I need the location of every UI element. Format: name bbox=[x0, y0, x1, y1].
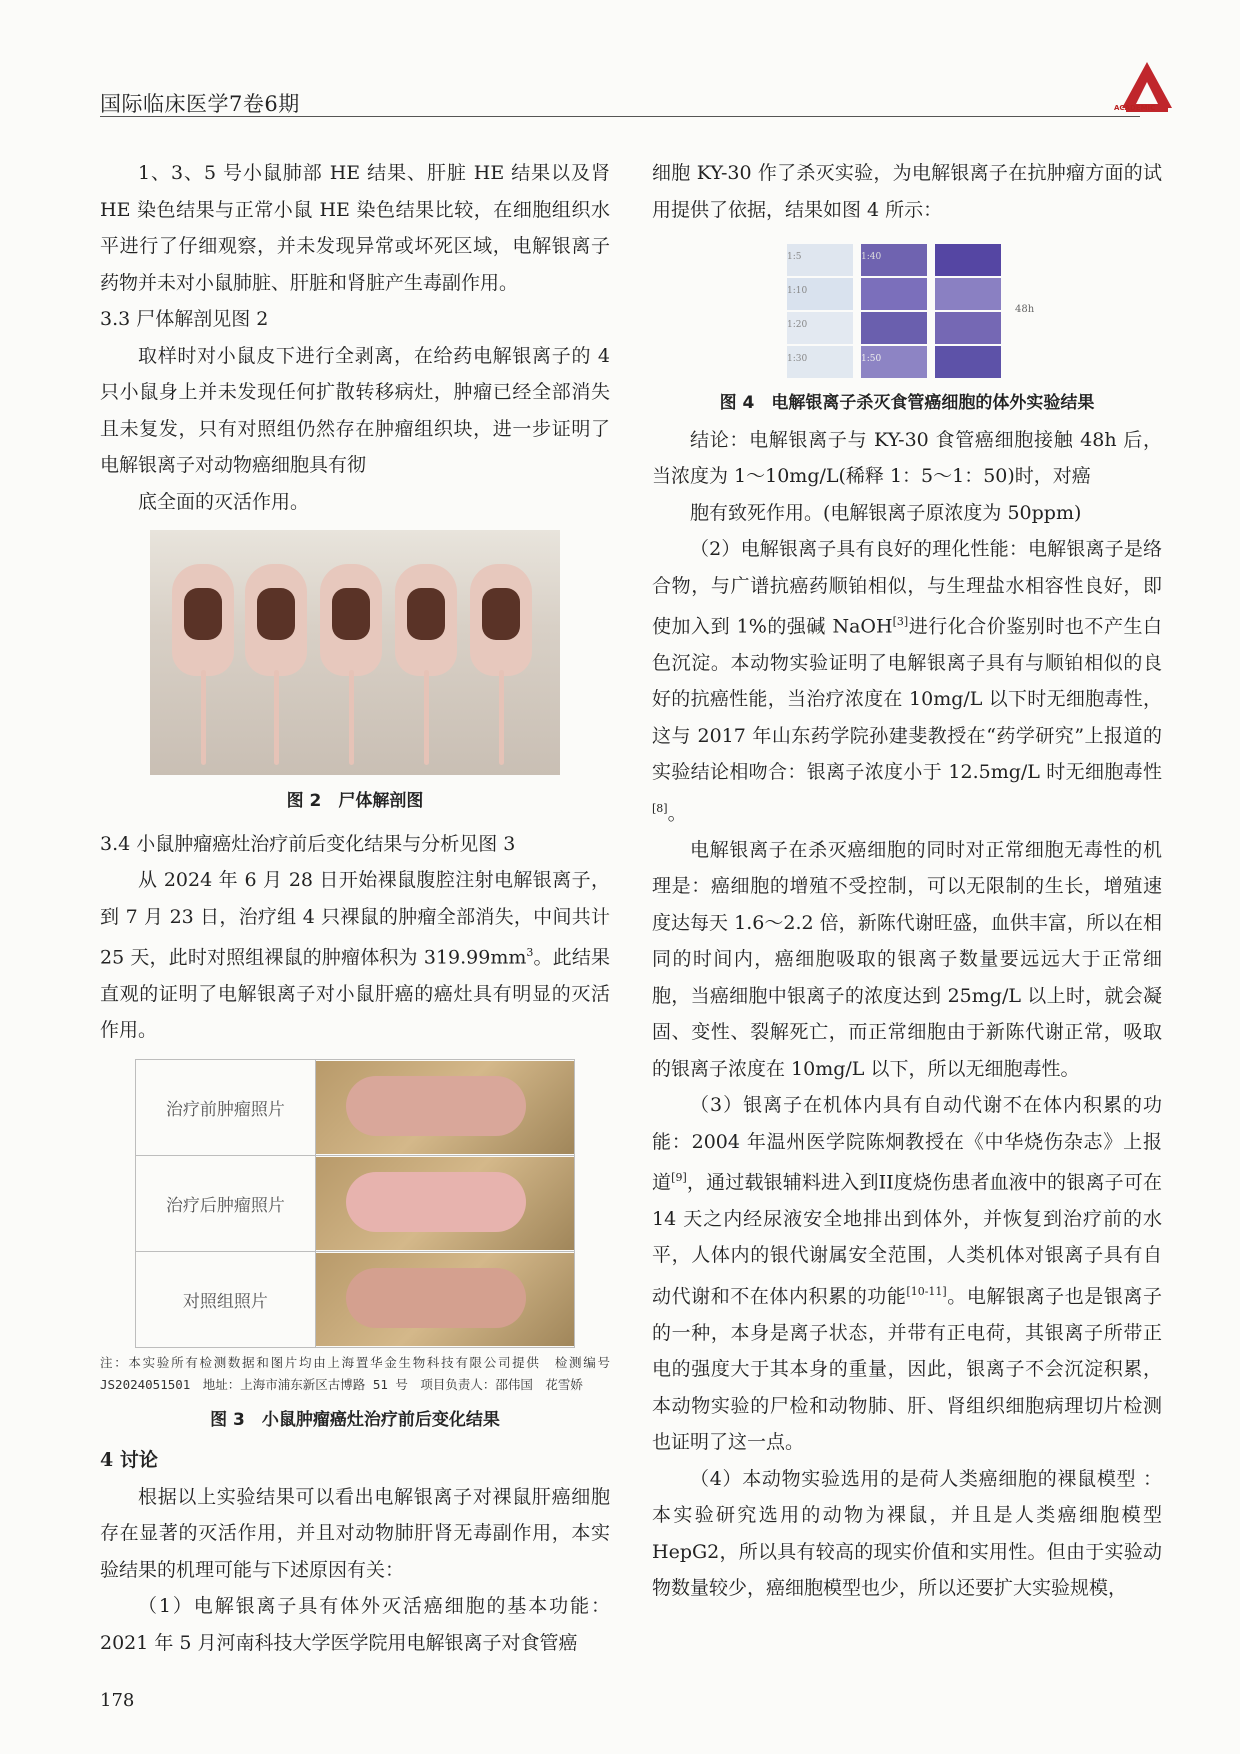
figure-2-autopsy-photo bbox=[150, 530, 560, 775]
logo-text: ACADEMIC bbox=[1114, 104, 1156, 112]
figure-2-caption: 图 2 尸体解剖图 bbox=[286, 791, 424, 811]
paragraph: （4）本动物实验选用的是荷人类癌细胞的裸鼠模型 ：本实验研究选用的动物为裸鼠，并且是人类癌细胞模型 HepG2，所以具有较高的现实价值和实用性。但由于实验动物数量较少，癌细胞模型也少，所以还要扩大实验规模， bbox=[652, 1467, 1162, 1600]
paragraph: 电解银离子在杀灭癌细胞的同时对正常细胞无毒性的机理是：癌细胞的增殖不受控制，可以无限制的生长，增殖速度达每天 1.6～2.2 倍，新陈代谢旺盛，血供丰富，所以在相同的时间内，癌细胞吸取的银离子数量要远远大于正常细胞，当癌细胞中银离子的浓度达到 25mg/L 以上时，就会凝固、变性、裂解死亡，而正常细胞由于新陈代谢正常，吸取的银离子浓度在 10mg/L 以下，所以无细胞毒性。 bbox=[652, 838, 1162, 1080]
paragraph: （2）电解银离子具有良好的理化性能：电解银离子是络合物，与广谱抗癌药顺铂相似，与生理盐水相容性良好，即使加入到 1%的强碱 NaOH[3]进行化合价鉴别时也不产生白色沉淀。本动物实验证明了电解银离子具有与顺铂相似的良好的抗癌性能，当治疗浓度在 10mg/L 以下时无细胞毒性，这与 2017 年山东药学院孙建斐教授在“药学研究”上报道的实验结论相吻合：银离子浓度小于 12.5mg/L 时无细胞毒性[8]。 bbox=[652, 538, 1162, 825]
fig3-row-label: 治疗前肿瘤照片 bbox=[136, 1059, 316, 1155]
left-column bbox=[100, 155, 610, 1661]
control-photo bbox=[316, 1253, 574, 1346]
section-heading: 3.3 尸体解剖见图 2 bbox=[100, 308, 269, 330]
paragraph: 胞有致死作用。(电解银离子原浓度为 50ppm) bbox=[690, 501, 1082, 524]
figure-3-table bbox=[135, 1059, 575, 1348]
paragraph: 取样时对小鼠皮下进行全剥离，在给药电解银离子的 4 只小鼠身上并未发现任何扩散转移病灶，肿瘤已经全部消失且未复发，只有对照组仍然存在肿瘤组织块，进一步证明了电解银离子对动物癌细胞具有彻 bbox=[100, 344, 610, 476]
figure-3-note: 注：本实验所有检测数据和图片均由上海置华金生物科技有限公司提供 检测编号 JS2024051501 地址：上海市浦东新区古博路 51 号 项目负责人：邵伟国 花雪娇 bbox=[100, 1354, 610, 1392]
page-header bbox=[0, 0, 1240, 120]
figure-4-caption: 图 4 电解银离子杀灭食管癌细胞的体外实验结果 bbox=[719, 393, 1095, 413]
paragraph: 根据以上实验结果可以看出电解银离子对裸鼠肝癌细胞存在显著的灭活作用，并且对动物肺肝肾无毒副作用，本实验结果的机理可能与下述原因有关： bbox=[100, 1485, 610, 1581]
tumor-photo-before bbox=[316, 1061, 574, 1154]
figure-4-cell-images: 1:5 1:40 1:10 1:20 1:30 1:50 48h bbox=[757, 236, 1057, 379]
paragraph: 从 2024 年 6 月 28 日开始裸鼠腹腔注射电解银离子，到 7 月 23 日，治疗组 4 只裸鼠的肿瘤全部消失，中间共计 25 天，此时对照组裸鼠的肿瘤体积为 $319.99mm^3$。此结果直观的证明了电解银离子对小鼠肝癌的癌灶具有明显的灭活作用。 bbox=[100, 869, 610, 1042]
paragraph: （1）电解银离子具有体外灭活癌细胞的基本功能：2021 年 5 月河南科技大学医学院用电解银离子对食管癌 bbox=[100, 1595, 610, 1654]
fig3-row-label: 对照组照片 bbox=[136, 1251, 316, 1347]
page-number: 178 bbox=[100, 1690, 135, 1711]
paragraph: 结论：电解银离子与 KY-30 食管癌细胞接触 48h 后，当浓度为 1～10mg/L(稀释 1：5～1：50)时，对癌 bbox=[652, 428, 1162, 487]
right-column bbox=[652, 155, 1162, 1607]
paragraph: （3）银离子在机体内具有自动代谢不在体内积累的功能：2004 年温州医学院陈炯教授在《中华烧伤杂志》上报道[9]，通过载银辅料进入到II度烧伤患者血液中的银离子可在 14 天之内经尿液安全地排出到体外，并恢复到治疗前的水平，人体内的银代谢属安全范围，人类机体对银离子具有自动代谢和不在体内积累的功能[10-11]。电解银离子也是银离子的一种，本身是离子状态，并带有正电荷，其银离子所带正电的强度大于其本身的重量，因此，银离子不会沉淀积累，本动物实验的尸检和动物肺、肝、肾组织细胞病理切片检测也证明了这一点。 bbox=[652, 1094, 1162, 1454]
figure-3-caption: 图 3 小鼠肿瘤癌灶治疗前后变化结果 bbox=[210, 1409, 500, 1430]
paragraph: 1、3、5 号小鼠肺部 HE 结果、肝脏 HE 结果以及肾 HE 染色结果与正常小鼠 HE 染色结果比较，在细胞组织水平进行了仔细观察，并未发现异常或坏死区域，电解银离子药物并未对小鼠肺脏、肝脏和肾脏产生毒副作用。 bbox=[100, 162, 610, 294]
paragraph: 细胞 KY-30 作了杀灭实验，为电解银离子在抗肿瘤方面的试用提供了依据，结果如图 4 所示： bbox=[652, 162, 1162, 221]
tumor-photo-after bbox=[316, 1157, 574, 1250]
journal-title: 国际临床医学7卷6期 bbox=[100, 92, 300, 116]
paragraph: 底全面的灭活作用。 bbox=[138, 490, 310, 513]
fig3-row-label: 治疗后肿瘤照片 bbox=[136, 1155, 316, 1251]
header-rule bbox=[100, 116, 1140, 117]
section-heading: 4 讨论 bbox=[100, 1449, 158, 1472]
fig4-side-label: 48h bbox=[1015, 304, 1035, 315]
section-heading: 3.4 小鼠肿瘤癌灶治疗前后变化结果与分析见图 3 bbox=[100, 832, 516, 855]
